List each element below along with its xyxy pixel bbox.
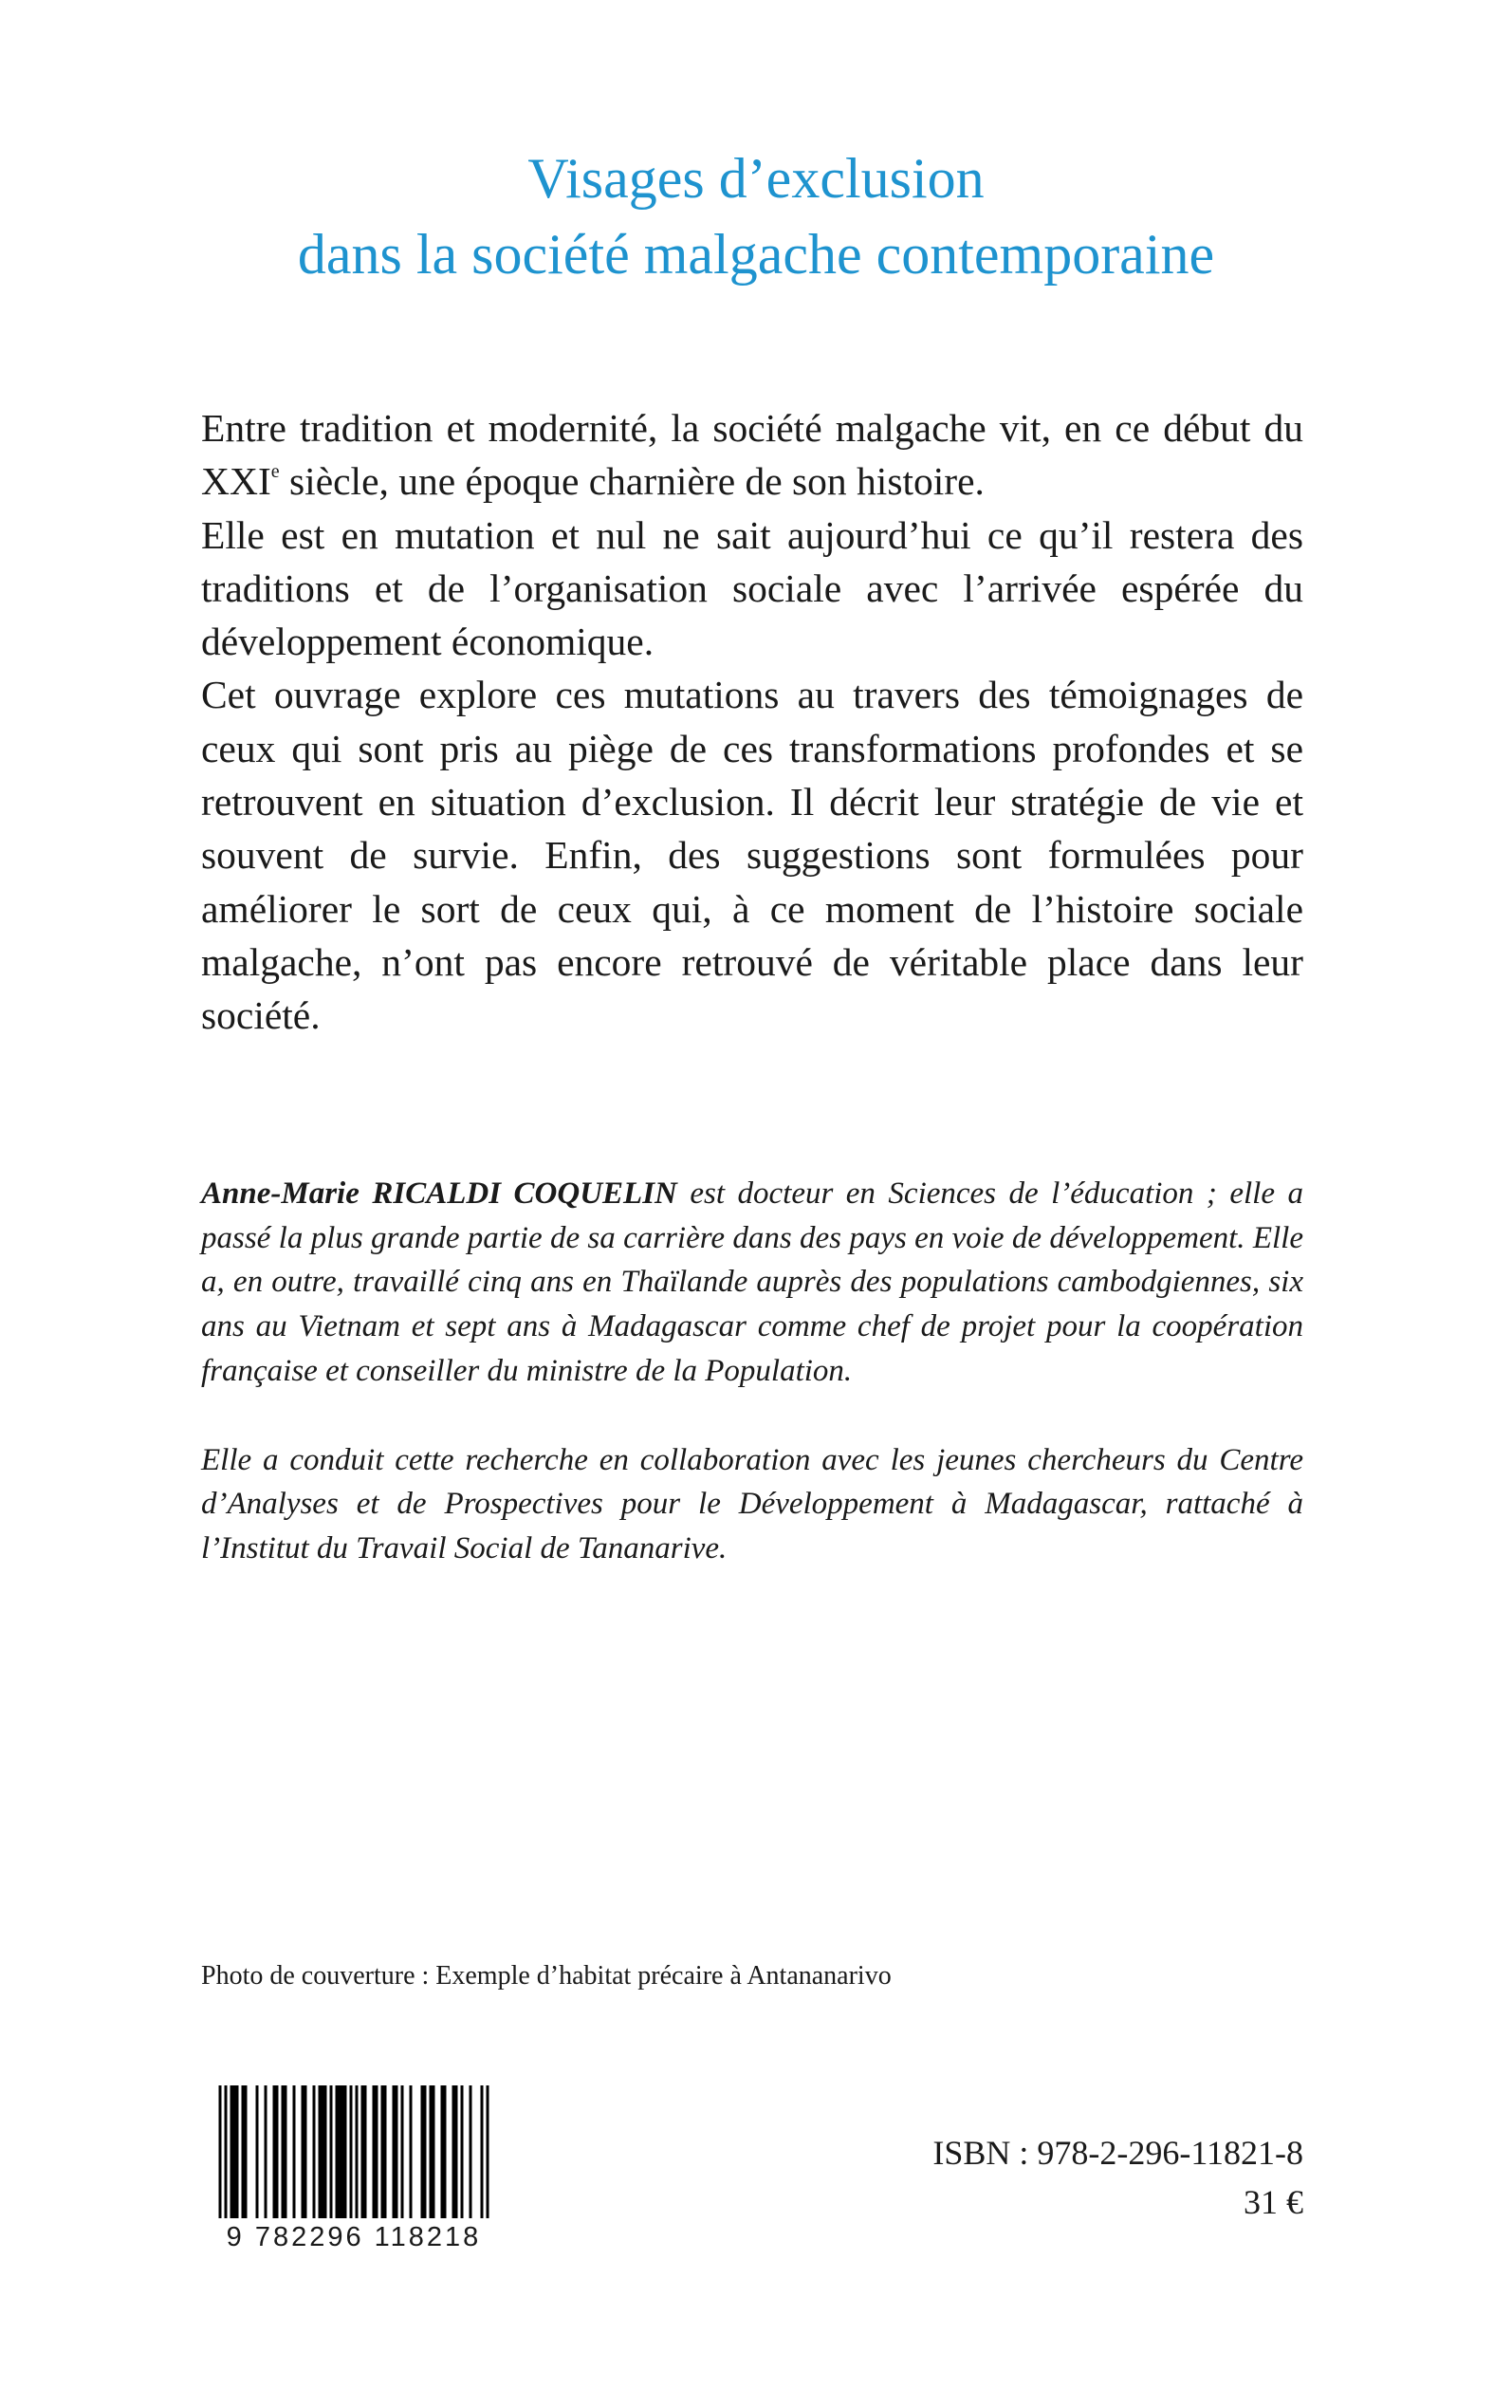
barcode-bar: [481, 2085, 484, 2228]
title-line-2: dans la société malgache contemporaine: [297, 223, 1215, 287]
research-paragraph: Elle a conduit cette recherche en collaboration avec les jeunes chercheurs du Centre d’Analyses et de Prospectives pour le Développement à Madagascar, rattaché à l’Institut du Travail Social de Tananarive.: [201, 1442, 1303, 1565]
barcode-bar: [219, 2085, 222, 2228]
barcode-bar: [373, 2085, 376, 2218]
blurb-paragraph-2: Elle est en mutation et nul ne sait aujourd’hui ce qu’il restera des traditions et de l’organisation sociale avec l’arrivée espérée du développement économique.: [201, 512, 1303, 664]
barcode-bar: [293, 2085, 296, 2218]
book-title: [0, 140, 1512, 292]
barcode-bar: [396, 2085, 398, 2218]
barcode: [202, 2085, 506, 2270]
barcode-bar: [433, 2085, 435, 2218]
barcode-bar: [304, 2085, 307, 2218]
barcode-bar: [225, 2085, 228, 2228]
barcode-bar: [324, 2085, 327, 2218]
barcode-bar: [256, 2085, 259, 2218]
author-name: Anne-Marie RICALDI COQUELIN: [201, 1176, 677, 1211]
barcode-bars: [202, 2085, 506, 2228]
barcode-bar: [276, 2085, 279, 2218]
barcode-bar: [242, 2085, 245, 2218]
barcode-bar: [313, 2085, 316, 2218]
barcode-bar: [384, 2085, 387, 2218]
barcode-bar: [421, 2085, 424, 2218]
barcode-bar: [319, 2085, 322, 2218]
barcode-bar: [233, 2085, 236, 2218]
barcode-bar: [302, 2085, 304, 2218]
title-line-1: Visages d’exclusion: [527, 147, 985, 211]
barcode-bar: [265, 2085, 267, 2218]
barcode-bar: [341, 2085, 344, 2218]
back-cover-blurb: [201, 401, 1303, 1043]
barcode-bar: [344, 2085, 347, 2218]
barcode-bar: [336, 2085, 339, 2218]
isbn-number: ISBN : 978-2-296-11821-8: [932, 2134, 1303, 2172]
barcode-digits: 9 782296 118218: [202, 2218, 506, 2256]
blurb-paragraph-3: Cet ouvrage explore ces mutations au travers des témoignages de ceux qui sont pris au piège de ces transformations profondes et se retrouvent en situation d’exclusion. Il décrit leur stratégie de vie et souvent de survie. Enfin, des suggestions sont formulées pour améliorer le sort de ceux qui, à ce moment de l’histoire sociale malgache, n’ont pas encore retrouvé de véritable place dans leur société.: [201, 673, 1303, 1038]
barcode-bar: [361, 2085, 364, 2218]
barcode-bar: [430, 2085, 433, 2218]
author-bio-paragraph: Anne-Marie RICALDI COQUELIN est docteur en Sciences de l’éducation ; elle a passé la plus grande partie de sa carrière dans des pays en voie de développement. Elle a, en outre, travaillé cinq ans en Thaïlande auprès des populations cambodgiennes, six ans au Vietnam et sept ans à Madagascar comme chef de projet pour la coopération française et conseiller du ministre de la Population.: [201, 1176, 1303, 1388]
barcode-bar: [245, 2085, 248, 2218]
barcode-bar: [487, 2085, 489, 2228]
century-superscript: e: [270, 461, 280, 483]
author-bio: [201, 1172, 1303, 1571]
barcode-bar: [393, 2085, 396, 2218]
blurb-paragraph-1: Entre tradition et modernité, la société malgache vit, en ce début du XXIe siècle, une époque charnière de son histoire.: [201, 406, 1303, 504]
isbn-block: [932, 2128, 1303, 2227]
barcode-bar: [452, 2085, 455, 2218]
barcode-bar: [461, 2085, 464, 2218]
barcode-bar: [455, 2085, 458, 2218]
barcode-bar: [330, 2085, 333, 2218]
photo-credit: Photo de couverture : Exemple d’habitat précaire à Antananarivo: [201, 1961, 892, 1991]
barcode-bar: [410, 2085, 413, 2218]
barcode-bar: [273, 2085, 276, 2218]
barcode-bar: [285, 2085, 287, 2218]
barcode-bar: [441, 2085, 444, 2218]
price: 31 €: [1244, 2183, 1303, 2221]
barcode-bar: [444, 2085, 447, 2218]
barcode-bar: [282, 2085, 285, 2218]
barcode-bar: [356, 2085, 359, 2228]
barcode-bar: [376, 2085, 378, 2218]
barcode-bar: [230, 2085, 233, 2218]
barcode-bar: [401, 2085, 404, 2218]
barcode-bar: [339, 2085, 341, 2218]
barcode-bar: [322, 2085, 324, 2218]
barcode-bar: [381, 2085, 384, 2218]
barcode-bar: [350, 2085, 353, 2228]
barcode-bar: [364, 2085, 367, 2218]
barcode-bar: [236, 2085, 239, 2218]
barcode-bar: [424, 2085, 427, 2218]
barcode-bar: [470, 2085, 472, 2218]
